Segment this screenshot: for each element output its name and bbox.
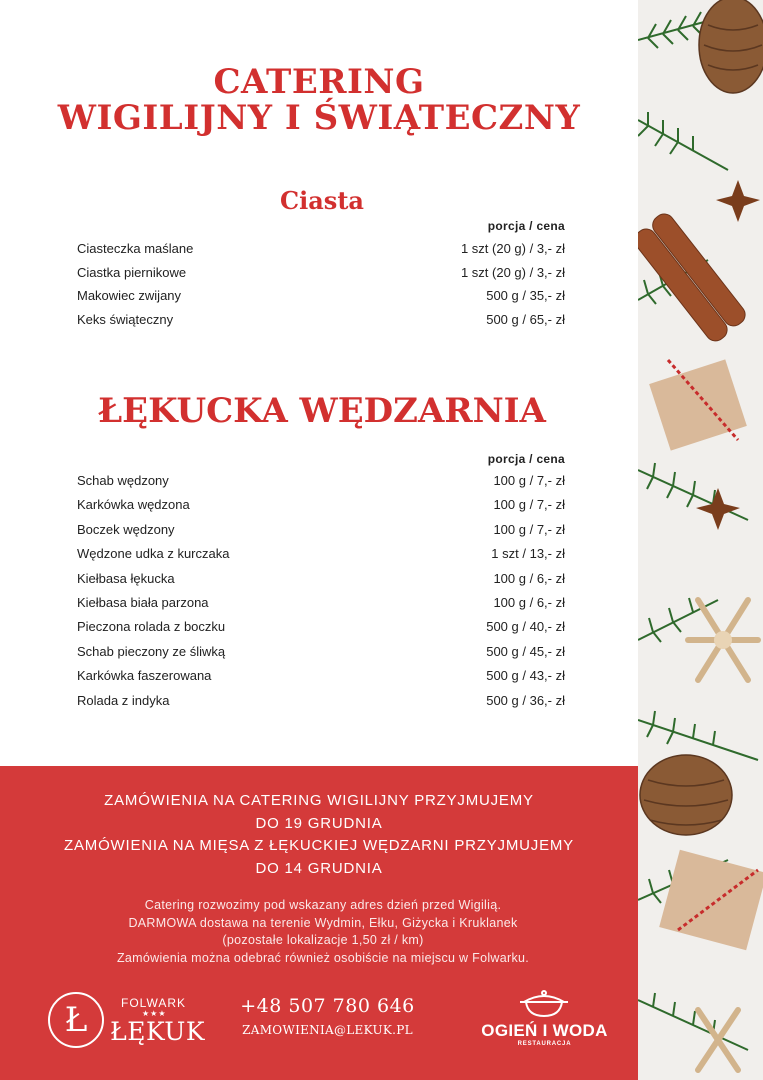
item-name: Makowiec zwijany (77, 288, 182, 303)
section-title-wedzarnia: ŁĘKUCKA WĘDZARNIA (98, 391, 546, 431)
item-name: Boczek wędzony (77, 521, 175, 537)
logo-lekuk-text: ŁĘKUK (110, 1017, 206, 1046)
christmas-decoration (638, 0, 763, 1080)
phone-number[interactable]: +48 507 780 646 (240, 995, 415, 1017)
wedzarnia-list (77, 469, 565, 713)
item-name: Ciastka piernikowe (77, 264, 187, 280)
item-price: 500 g / 65,- zł (486, 311, 565, 327)
restauracja-text: RESTAURACJA (517, 1041, 572, 1047)
pot-icon (516, 988, 572, 1020)
delivery-info (0, 897, 646, 967)
item-name: Schab wędzony (77, 473, 169, 488)
cinnamon-icon (638, 210, 749, 345)
decorative-border (638, 0, 763, 1080)
item-price: 500 g / 35,- zł (486, 288, 565, 303)
item-price: 1 szt (20 g) / 3,- zł (460, 241, 565, 256)
list-item (77, 615, 565, 639)
headline-line: ZAMÓWIENIA NA CATERING WIGILIJNY PRZYJMUJEMY (104, 792, 534, 809)
list-item (77, 308, 565, 332)
item-name: Keks świąteczny (77, 311, 174, 327)
item-price: 500 g / 40,- zł (486, 619, 565, 635)
order-deadlines (0, 790, 638, 880)
item-name: Karkówka wędzona (77, 497, 190, 513)
info-line: Catering rozwozimy pod wskazany adres dzień przed Wigilią. (144, 898, 502, 912)
email-address[interactable]: ZAMOWIENIA@LEKUK.PL (242, 1023, 413, 1037)
list-item (77, 640, 565, 664)
list-item (77, 591, 565, 615)
logo-stars: ★★★ (142, 1009, 167, 1018)
list-item (77, 542, 565, 566)
footer-banner (0, 766, 638, 1080)
page-title-line2: WIGILIJNY I ŚWIĄTECZNY (57, 98, 581, 138)
list-item (77, 567, 565, 591)
item-name: Rolada z indyka (77, 692, 170, 708)
list-item (77, 237, 565, 261)
column-header-ciasta: porcja / cena (487, 219, 565, 233)
info-line: DARMOWA dostawa na terenie Wydmin, Ełku, Giżycka i Kruklanek (128, 915, 518, 930)
item-price: 500 g / 36,- zł (486, 692, 565, 708)
item-price: 100 g / 7,- zł (493, 521, 565, 537)
logo-folwark-text: FOLWARK (121, 996, 187, 1010)
item-name: Ciasteczka maślane (77, 241, 194, 256)
snowflake-icon (688, 600, 758, 1070)
item-name: Karkówka faszerowana (77, 668, 212, 684)
item-price: 100 g / 7,- zł (493, 497, 565, 513)
pine-cone-icon (699, 0, 763, 93)
pine-cone-icon (640, 755, 732, 835)
item-name: Pieczona rolada z boczku (77, 619, 226, 635)
headline-line: DO 14 GRUDNIA (255, 859, 383, 877)
item-price: 500 g / 45,- zł (486, 643, 565, 659)
list-item (77, 469, 565, 493)
ogien-i-woda-logo (472, 988, 617, 1052)
headline-line: ZAMÓWIENIA NA MIĘSA Z ŁĘKUCKIEJ WĘDZARNI PRZYJMUJEMY (64, 837, 574, 854)
list-item (77, 493, 565, 517)
ogien-i-woda-text: OGIEŃ I WODA (481, 1021, 608, 1040)
monogram-badge (48, 992, 104, 1048)
section-title-ciasta: Ciasta (280, 186, 364, 215)
item-name: Kiełbasa łękucka (77, 570, 175, 586)
headline-line: DO 19 GRUDNIA (255, 814, 383, 832)
gift-icon (649, 359, 763, 950)
list-item (77, 664, 565, 688)
list-item (77, 689, 565, 713)
list-item (77, 261, 565, 285)
item-name: Kiełbasa biała parzona (77, 594, 209, 610)
item-price: 1 szt / 13,- zł (491, 546, 565, 562)
item-price: 100 g / 7,- zł (493, 473, 565, 488)
item-price: 100 g / 6,- zł (493, 594, 565, 610)
item-price: 1 szt (20 g) / 3,- zł (460, 264, 565, 280)
list-item (77, 518, 565, 542)
item-price: 100 g / 6,- zł (493, 570, 565, 586)
ciasta-list (77, 237, 565, 331)
star-anise-icon (696, 180, 760, 530)
item-name: Wędzone udka z kurczaka (77, 546, 230, 562)
page-title-line1: CATERING (213, 62, 425, 102)
column-header-wedzarnia: porcja / cena (487, 452, 565, 466)
info-line: (pozostałe lokalizacje 1,50 zł / km) (222, 933, 424, 947)
list-item (77, 284, 565, 308)
item-name: Schab pieczony ze śliwką (77, 643, 226, 659)
monogram-letter: Ł (64, 1000, 88, 1040)
folwark-lekuk-logo (48, 992, 208, 1056)
item-price: 500 g / 43,- zł (486, 668, 565, 684)
info-line: Zamówienia można odebrać również osobiście na miejscu w Folwarku. (116, 950, 530, 965)
